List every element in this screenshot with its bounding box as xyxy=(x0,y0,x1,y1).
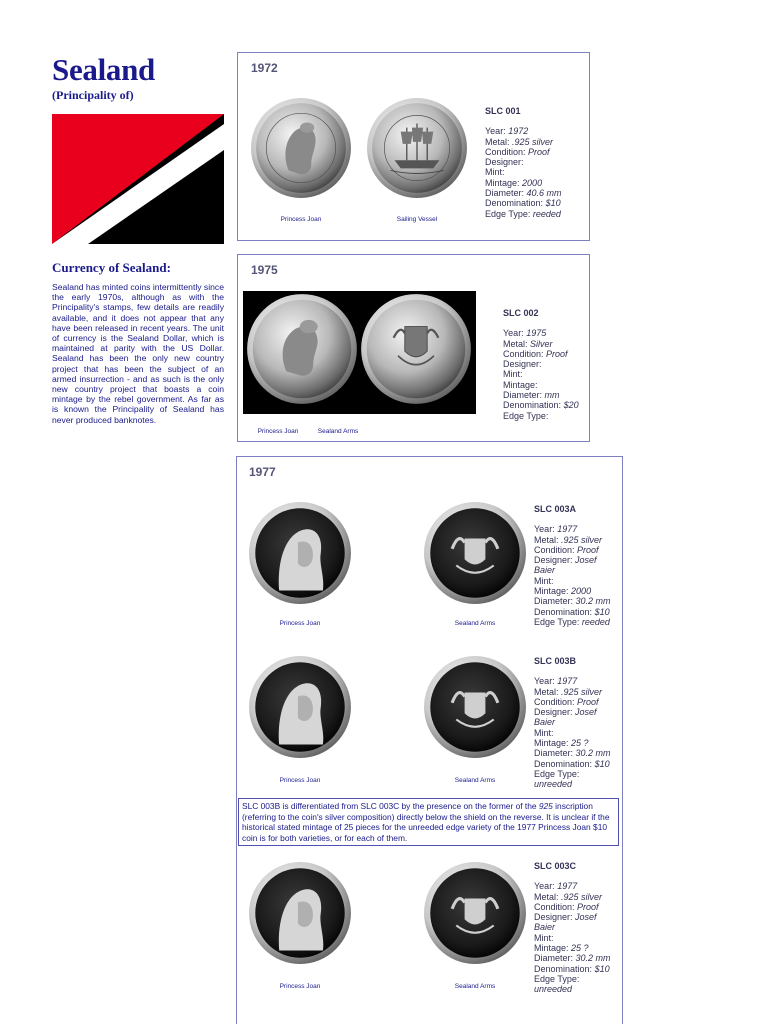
coin-caption: Sealand Arms xyxy=(454,983,496,990)
spec-label: Diameter: xyxy=(534,953,574,964)
page-subtitle: (Principality of) xyxy=(52,88,134,102)
coin-caption: Princess Joan xyxy=(279,983,321,990)
spec-diameter: 30.2 mm xyxy=(575,748,611,759)
coin-spec-slc003c xyxy=(534,861,611,995)
spec-label: Year: xyxy=(503,328,524,339)
spec-label: Mintage: xyxy=(485,177,520,188)
coin-caption: Princess Joan xyxy=(257,428,299,435)
spec-label: Year: xyxy=(534,676,555,687)
spec-diameter: 40.6 mm xyxy=(526,188,562,199)
spec-label: Diameter: xyxy=(534,748,574,759)
page-title: Sealand xyxy=(52,52,155,87)
spec-mintage: 25 ? xyxy=(571,738,589,749)
spec-label: Metal: xyxy=(503,338,528,349)
catalog-code: SLC 003A xyxy=(534,504,577,514)
spec-label: Diameter: xyxy=(534,596,574,607)
catalog-code: SLC 003C xyxy=(534,861,577,871)
spec-label: Mint: xyxy=(503,369,523,380)
spec-diameter: 30.2 mm xyxy=(575,596,611,607)
spec-mintage: 2000 xyxy=(522,177,543,188)
panel-year: 1977 xyxy=(249,465,276,479)
coin-caption: Princess Joan xyxy=(280,216,322,223)
spec-year: 1975 xyxy=(526,328,547,339)
spec-label: Denomination: xyxy=(534,606,593,617)
spec-label: Denomination: xyxy=(485,198,544,209)
coin-caption: Sailing Vessel xyxy=(396,216,438,223)
spec-label: Diameter: xyxy=(485,188,525,199)
spec-label: Edge Type: xyxy=(534,768,580,779)
panel-1972 xyxy=(237,52,590,241)
note-text: inscription (referring to the coin's silver composition) directly below the shield on the reverse. It is unclear if the historical stated mintage of 25 pieces for the unreeded edge variety of the 1977 Princess Joan $10 coin is for both varieties, or for each of them. xyxy=(242,801,610,843)
spec-designer: Baier xyxy=(534,565,556,576)
spec-condition: Proof xyxy=(546,348,568,359)
spec-condition: Proof xyxy=(528,146,550,157)
spec-diameter: 30.2 mm xyxy=(575,953,611,964)
coin-spec-slc002 xyxy=(503,308,579,421)
catalog-code: SLC 001 xyxy=(485,106,521,116)
spec-label: Mintage: xyxy=(503,379,538,390)
spec-label: Mint: xyxy=(485,167,505,178)
spec-label: Denomination: xyxy=(534,758,593,769)
spec-designer: Josef xyxy=(575,912,597,923)
spec-label: Metal: xyxy=(534,891,559,902)
spec-label: Mintage: xyxy=(534,738,569,749)
spec-mintage: 25 ? xyxy=(571,943,589,954)
spec-diameter: mm xyxy=(544,390,560,401)
spec-label: Year: xyxy=(534,881,555,892)
coin-spec-slc001 xyxy=(485,106,562,219)
spec-designer: Josef xyxy=(575,707,597,718)
note-italic: 925 xyxy=(538,801,553,811)
coin-1977b-obverse-image xyxy=(248,655,352,759)
spec-edge: reeded xyxy=(581,616,610,627)
panel-year: 1975 xyxy=(251,263,278,277)
spec-year: 1977 xyxy=(557,676,578,687)
coin-caption: Sealand Arms xyxy=(454,777,496,784)
slc003b-note xyxy=(238,798,619,846)
spec-metal: .925 silver xyxy=(561,534,603,545)
spec-label: Denomination: xyxy=(503,400,562,411)
spec-condition: Proof xyxy=(577,901,599,912)
spec-label: Mint: xyxy=(534,575,554,586)
spec-label: Condition: xyxy=(534,901,575,912)
coin-1977a-reverse-image xyxy=(423,501,527,605)
spec-condition: Proof xyxy=(577,696,599,707)
coin-caption: Princess Joan xyxy=(279,620,321,627)
spec-label: Designer: xyxy=(503,359,542,370)
spec-label: Metal: xyxy=(534,534,559,545)
spec-label: Year: xyxy=(534,524,555,535)
spec-metal: Silver xyxy=(530,338,553,349)
spec-condition: Proof xyxy=(577,544,599,555)
spec-label: Edge Type: xyxy=(485,208,531,219)
spec-label: Denomination: xyxy=(534,963,593,974)
spec-label: Designer: xyxy=(534,707,573,718)
currency-heading: Currency of Sealand: xyxy=(52,260,171,275)
spec-label: Condition: xyxy=(534,544,575,555)
spec-label: Diameter: xyxy=(503,390,543,401)
spec-label: Edge Type: xyxy=(503,410,549,421)
spec-year: 1977 xyxy=(557,524,578,535)
coin-1972-obverse-image xyxy=(250,97,352,199)
spec-designer: Josef xyxy=(575,555,597,566)
spec-label: Mintage: xyxy=(534,943,569,954)
spec-edge: unreeded xyxy=(534,779,573,790)
spec-label: Mint: xyxy=(534,932,554,943)
spec-year: 1972 xyxy=(508,126,529,137)
note-text: SLC 003B is differentiated from SLC 003C by the presence on the former of the xyxy=(242,801,539,811)
coin-caption: Princess Joan xyxy=(279,777,321,784)
catalog-code: SLC 003B xyxy=(534,656,577,666)
spec-denomination: $20 xyxy=(563,400,579,411)
spec-metal: .925 silver xyxy=(561,891,603,902)
coin-caption: Sealand Arms xyxy=(317,428,359,435)
coin-1975-reverse-image xyxy=(360,293,472,405)
spec-label: Edge Type: xyxy=(534,616,580,627)
coin-spec-slc003a xyxy=(534,504,611,627)
spec-label: Condition: xyxy=(485,146,526,157)
spec-label: Metal: xyxy=(485,136,510,147)
coin-1977b-reverse-image xyxy=(423,655,527,759)
currency-description: Sealand has minted coins intermittently since the early 1970s, although as with the Principality's stamps, few details are readily available, and it does not appear that any have been released in recent years. The unit of currency is the Sealand Dollar, which is maintained at parity with the US Dollar. Sealand has been the only new country project that has been the subject of an armed insurrection - and as such is the only new country project that boasts a coin mintage by the rebel government. As far as is known the Principality of Sealand has never produced banknotes. xyxy=(52,282,224,425)
coin-1977c-reverse-image xyxy=(423,861,527,965)
spec-label: Edge Type: xyxy=(534,973,580,984)
spec-label: Mint: xyxy=(534,727,554,738)
spec-label: Condition: xyxy=(503,348,544,359)
spec-edge: reeded xyxy=(532,208,561,219)
spec-denomination: $10 xyxy=(594,606,610,617)
spec-denomination: $10 xyxy=(545,198,561,209)
coin-1975-obverse-image xyxy=(246,293,358,405)
coin-1972-reverse-image xyxy=(366,97,468,199)
spec-label: Designer: xyxy=(485,157,524,168)
spec-mintage: 2000 xyxy=(571,586,592,597)
coin-caption: Sealand Arms xyxy=(454,620,496,627)
catalog-code: SLC 002 xyxy=(503,308,539,318)
spec-designer: Baier xyxy=(534,922,556,933)
coin-1977a-obverse-image xyxy=(248,501,352,605)
panel-1977 xyxy=(236,456,623,1024)
spec-label: Condition: xyxy=(534,696,575,707)
spec-edge: unreeded xyxy=(534,984,573,995)
spec-designer: Baier xyxy=(534,717,556,728)
spec-label: Year: xyxy=(485,126,506,137)
spec-denomination: $10 xyxy=(594,963,610,974)
spec-year: 1977 xyxy=(557,881,578,892)
coin-1977c-obverse-image xyxy=(248,861,352,965)
spec-label: Metal: xyxy=(534,686,559,697)
spec-denomination: $10 xyxy=(594,758,610,769)
spec-metal: .925 silver xyxy=(512,136,554,147)
spec-label: Designer: xyxy=(534,912,573,923)
spec-metal: .925 silver xyxy=(561,686,603,697)
sealand-flag-image xyxy=(52,114,224,244)
spec-label: Mintage: xyxy=(534,586,569,597)
panel-year: 1972 xyxy=(251,61,278,75)
coin-spec-slc003b xyxy=(534,656,611,790)
panel-1975 xyxy=(237,254,590,442)
spec-label: Designer: xyxy=(534,555,573,566)
